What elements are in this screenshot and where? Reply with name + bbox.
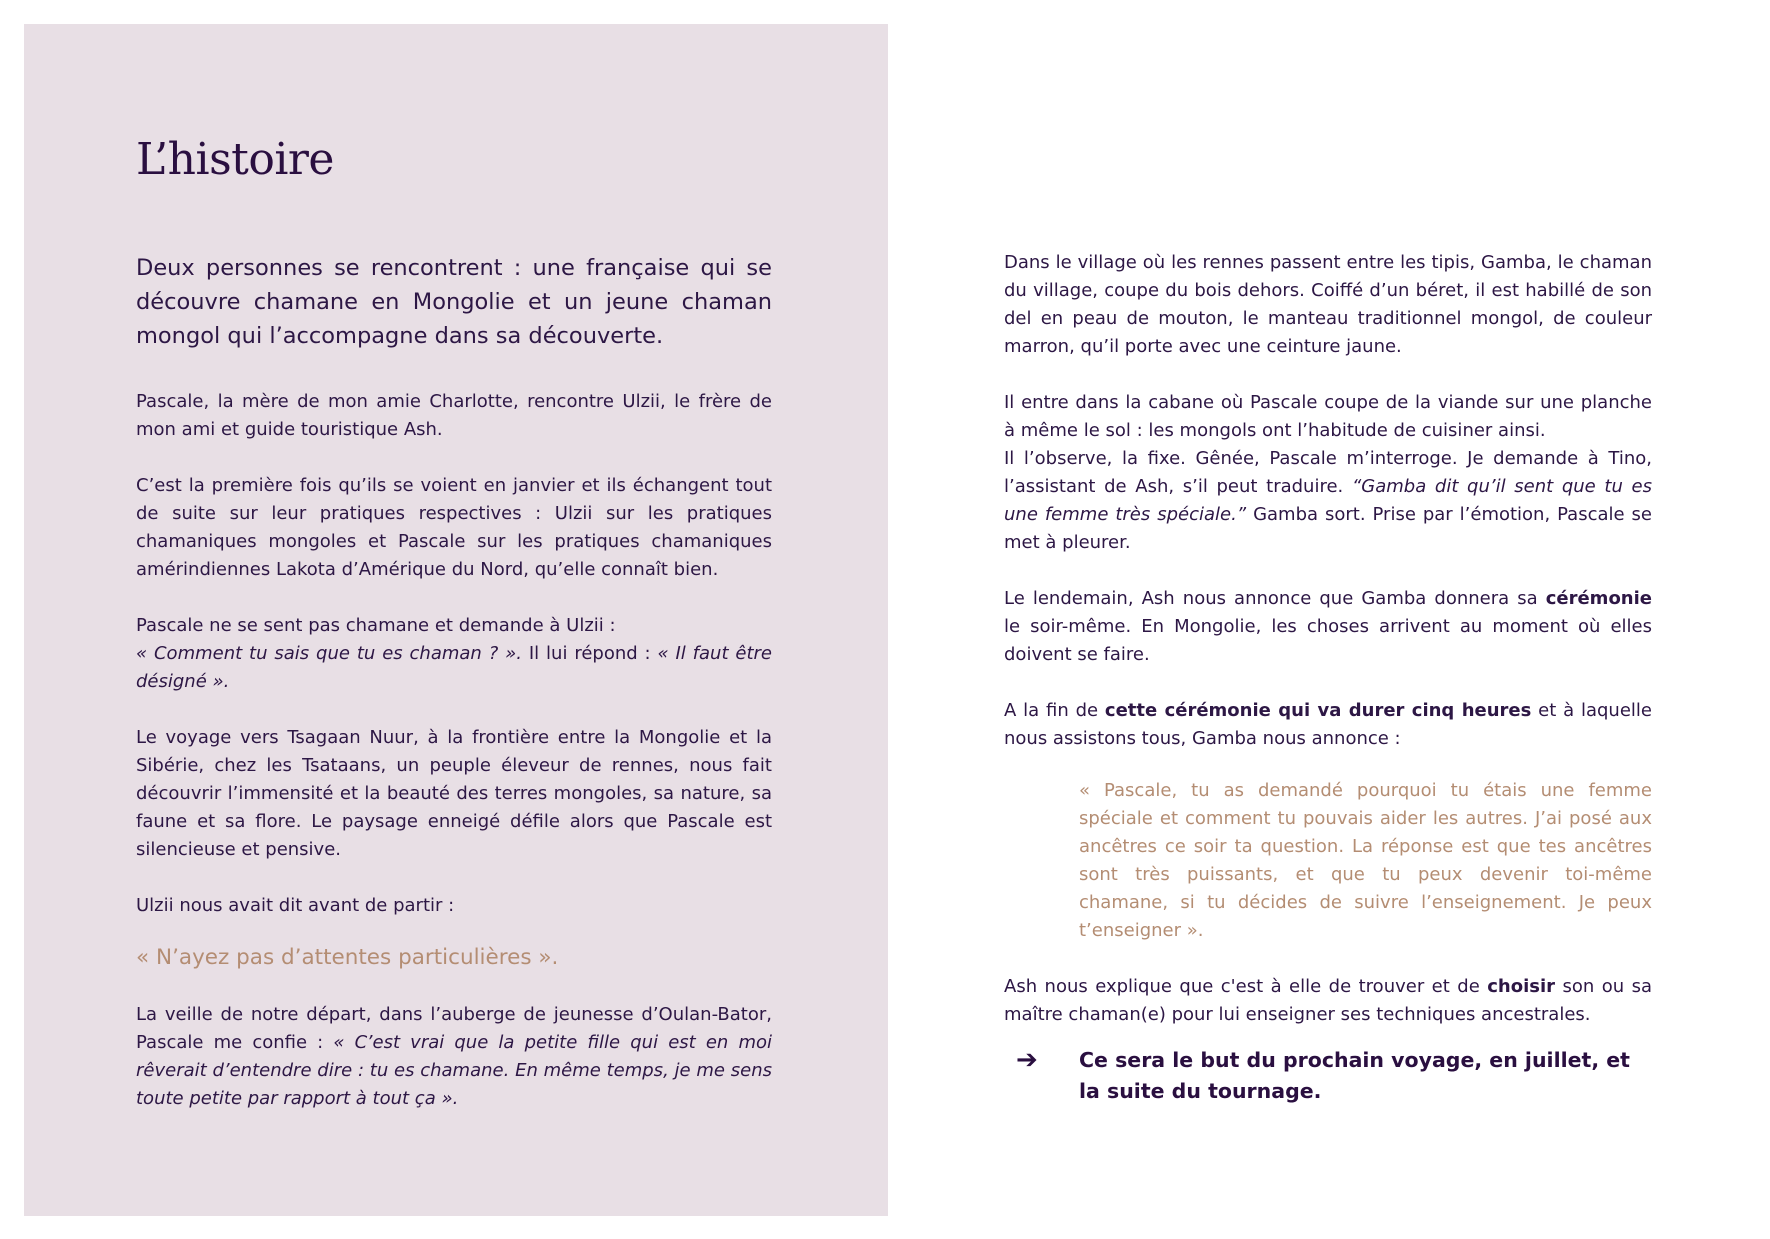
eve-text: La veille de notre départ, dans l’auberge de jeunesse d’Oulan-Bator, Pascale me confie : bbox=[136, 1004, 772, 1053]
ceremony-bold: cérémonie bbox=[1545, 588, 1652, 609]
question-intro: Pascale ne se sent pas chamane et demande à Ulzii : bbox=[136, 615, 616, 636]
eve-quote: « C’est vrai que la petite fille qui est en moi rêverait d’entendre dire : tu es chamane. En même temps, je me sens toute petite par rapport à tout ça ». bbox=[136, 1032, 772, 1109]
paragraph-eve-of-departure bbox=[136, 1001, 772, 1113]
choose-bold: choisir bbox=[1487, 976, 1555, 997]
paragraph-question bbox=[136, 612, 772, 696]
answer-quote: « Il faut être désigné ». bbox=[136, 643, 772, 692]
paragraph-ceremony-end bbox=[1004, 697, 1652, 753]
arrow-right-icon: ➔ bbox=[1016, 1045, 1038, 1075]
page-title: L’histoire bbox=[136, 134, 334, 185]
gamba-quote: « Pascale, tu as demandé pourquoi tu étais une femme spéciale et comment tu pouvais aider les autres. J’ai posé aux ancêtres ce soir ta question. La réponse est que tes ancêtres sont très puissants, et que tu peux devenir toi-même chamane, si tu décides de suivre l’enseignement. Je peux t’enseigner ». bbox=[1079, 780, 1652, 941]
right-column bbox=[1004, 249, 1652, 1107]
paragraph-pascale-meets-ulzii: Pascale, la mère de mon amie Charlotte, rencontre Ulzii, le frère de mon ami et guide touristique Ash. bbox=[136, 391, 772, 440]
conclusion-text: Ce sera le but du prochain voyage, en juillet, et la suite du tournage. bbox=[1079, 1048, 1630, 1103]
conclusion-row bbox=[1004, 1045, 1652, 1107]
paragraph-cabin: Il entre dans la cabane où Pascale coupe de la viande sur une planche à même le sol : les mongols ont l’habitude de cuisiner ainsi. bbox=[1004, 392, 1652, 441]
left-page bbox=[24, 24, 888, 1216]
paragraph-observation bbox=[1004, 445, 1652, 557]
answer-intro: Il lui répond : bbox=[521, 643, 658, 664]
next-day-text: Le lendemain, Ash nous annonce que Gamba donnera sa bbox=[1004, 588, 1546, 609]
ceremony-end-text: A la fin de bbox=[1004, 700, 1105, 721]
ceremony-end-end: et à laquelle nous assistons tous, Gamba nous annonce : bbox=[1004, 700, 1652, 749]
ceremony-duration-bold: cette cérémonie qui va durer cinq heures bbox=[1104, 700, 1532, 721]
right-page bbox=[888, 24, 1750, 1216]
observation-end: Gamba sort. Prise par l’émotion, Pascale se met à pleurer. bbox=[1004, 504, 1652, 553]
observation-quote: “Gamba dit qu’il sent que tu es une femme très spéciale.” bbox=[1004, 476, 1652, 525]
highlight-quote: « N’ayez pas d’attentes particulières ». bbox=[136, 945, 559, 970]
choose-text: Ash nous explique que c'est à elle de trouver et de bbox=[1004, 976, 1488, 997]
observation-text: Il l’observe, la fixe. Gênée, Pascale m’interroge. Je demande à Tino, l’assistant de Ash, s’il peut traduire. bbox=[1004, 448, 1652, 497]
paragraph-village: Dans le village où les rennes passent entre les tipis, Gamba, le chaman du village, coupe du bois dehors. Coiffé d’un béret, il est habillé de son del en peau de mouton, le manteau traditionnel mongol, de couleur marron, qu’il porte avec une ceinture jaune. bbox=[1004, 252, 1652, 357]
paragraph-next-day bbox=[1004, 585, 1652, 669]
lead-paragraph: Deux personnes se rencontrent : une française qui se découvre chamane en Mongolie et un jeune chaman mongol qui l’accompagne dans sa découverte. bbox=[136, 255, 772, 349]
left-column bbox=[136, 251, 772, 1113]
paragraph-first-meeting: C’est la première fois qu’ils se voient en janvier et ils échangent tout de suite sur leur pratiques respectives : Ulzii sur les pratiques chamaniques mongoles et Pascale sur les pratiques chamaniques amérindiennes Lakota d’Amérique du Nord, qu’elle connaît bien. bbox=[136, 475, 772, 580]
paragraph-journey: Le voyage vers Tsagaan Nuur, à la frontière entre la Mongolie et la Sibérie, chez les Tsataans, un peuple éleveur de rennes, nous fait découvrir l’immensité et la beauté des terres mongoles, sa nature, sa faune et sa flore. Le paysage enneigé défile alors que Pascale est silencieuse et pensive. bbox=[136, 727, 772, 860]
paragraph-ulzii-said: Ulzii nous avait dit avant de partir : bbox=[136, 895, 455, 916]
paragraph-choose-master bbox=[1004, 973, 1652, 1029]
next-day-end: le soir-même. En Mongolie, les choses arrivent au moment où elles doivent se faire. bbox=[1004, 616, 1652, 665]
choose-end: son ou sa maître chaman(e) pour lui enseigner ses techniques ancestrales. bbox=[1004, 976, 1652, 1025]
question-quote: « Comment tu sais que tu es chaman ? ». bbox=[136, 643, 522, 664]
